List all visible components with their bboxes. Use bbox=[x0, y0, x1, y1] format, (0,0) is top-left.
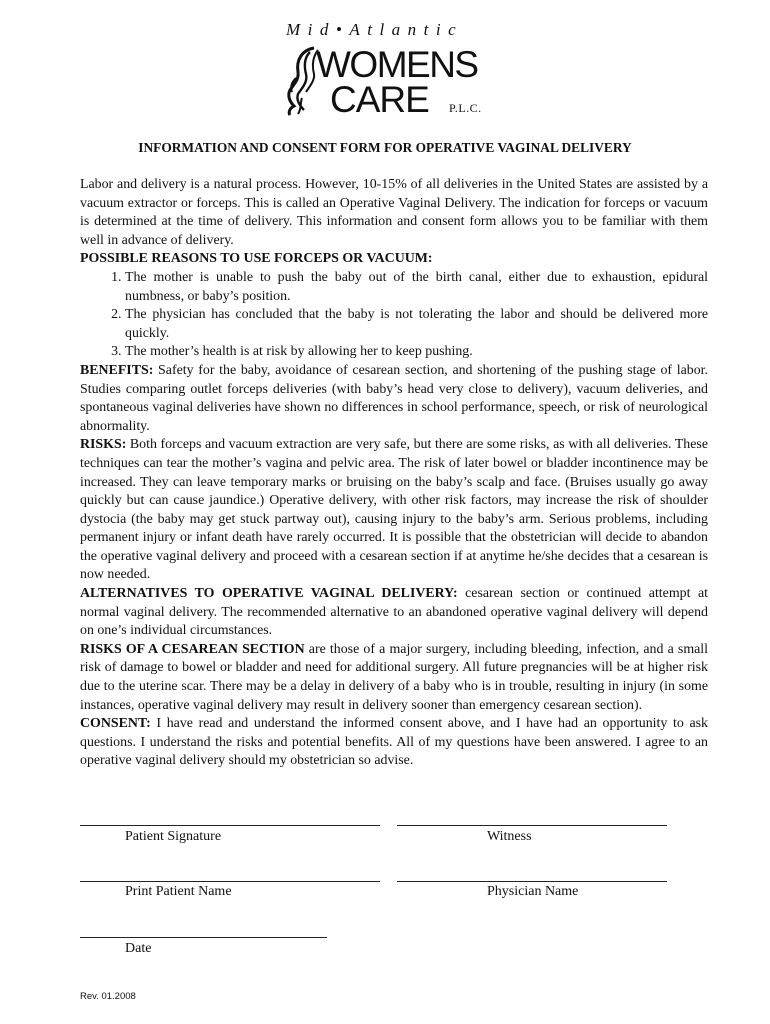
logo-line-care: CARE bbox=[330, 79, 429, 120]
print-patient-name-line[interactable] bbox=[80, 881, 380, 882]
form-body bbox=[80, 176, 708, 771]
consent-heading: CONSENT: bbox=[80, 716, 151, 732]
cesarean-risks-heading: RISKS OF A CESAREAN SECTION bbox=[80, 641, 305, 657]
reasons-list bbox=[80, 269, 708, 362]
date-line[interactable] bbox=[80, 937, 327, 938]
logo-line-womens: WOMENS bbox=[316, 44, 478, 85]
logo-line-mid-atlantic: Mid•Atlantic bbox=[286, 20, 464, 39]
cesarean-risks-text: are those of a major surgery, including bleeding, infection, and a small risk of damage to bowel or bladder and need for additional surgery. All future pregnancies will be at higher risk due to the uterine scar. There may be a delay in delivery of a baby who is in trouble, resulting in injury (in some instances, operative vaginal delivery may result in delivery sooner than emergency cesarean section). bbox=[80, 641, 709, 713]
list-item: 1. The mother is unable to push the baby out of the birth canal, either due to exhaustion, epidural numbness, or baby’s position. bbox=[125, 269, 708, 306]
benefits-section bbox=[80, 362, 708, 436]
risks-section bbox=[80, 436, 708, 585]
intro-paragraph: Labor and delivery is a natural process. However, 10-15% of all deliveries in the United States are assisted by a vacuum extractor or forceps. This is called an Operative Vaginal Delivery. The indication for forceps or vacuum is determined at the time of delivery. This information and consent form allows you to be familiar with them well in advance of delivery. bbox=[80, 177, 708, 248]
date-label: Date bbox=[125, 941, 152, 956]
benefits-text: Safety for the baby, avoidance of cesarean section, and shortening of the pushing stage of labor. Studies comparing outlet forceps deliveries (with baby’s head very close to delivery), vacuum deliveries, and spontaneous vaginal deliveries have shown no differences in school performance, speech, or risk of neurological abnormality. bbox=[80, 362, 708, 434]
reasons-section bbox=[80, 250, 708, 269]
revision-label: Rev. 01.2008 bbox=[80, 991, 136, 1002]
patient-signature-label: Patient Signature bbox=[125, 829, 222, 844]
physician-name-line[interactable] bbox=[397, 881, 667, 882]
witness-signature-line[interactable] bbox=[397, 825, 667, 826]
risks-text: Both forceps and vacuum extraction are very safe, but there are some risks, as with all deliveries. These techniques can tear the mother’s vagina and pelvic area. The risk of later bowel or bladder incontinence may be increased. They can leave temporary marks or bruising on the baby’s scalp and face. (Bruises usually go away quickly but can cause jaundice.) Operative delivery, with other risk factors, may increase the risk of shoulder dystocia (the baby may get stuck partway out), causing injury to the baby’s arm. Serious problems, including permanent injury or infant death have rarely occurred. It is possible that the obstetrician will decide to abandon the operative vaginal delivery and proceed with a cesarean section if at anytime he/she decides that a cesarean is now needed. bbox=[80, 437, 708, 583]
benefits-heading: BENEFITS: bbox=[80, 362, 154, 378]
mid-atlantic-womens-care-logo bbox=[282, 18, 522, 120]
list-item: 2. The physician has concluded that the baby is not tolerating the labor and should be delivered more quickly. bbox=[125, 306, 708, 343]
reasons-heading: POSSIBLE REASONS TO USE FORCEPS OR VACUUM: bbox=[80, 251, 433, 267]
logo-suffix-plc: P.L.C. bbox=[449, 101, 482, 115]
patient-signature-line[interactable] bbox=[80, 825, 380, 826]
witness-label: Witness bbox=[487, 829, 532, 844]
alternatives-heading: ALTERNATIVES TO OPERATIVE VAGINAL DELIVERY: bbox=[80, 586, 458, 602]
alternatives-section bbox=[80, 585, 708, 641]
consent-text: I have read and understand the informed consent above, and I have had an opportunity to ask questions. I understand the risks and potential benefits. All of my questions have been answered. I agree to an operative vaginal delivery should my obstetrician so advise. bbox=[80, 716, 708, 769]
print-patient-name-label: Print Patient Name bbox=[125, 884, 232, 899]
alternatives-text: cesarean section or continued attempt at normal vaginal delivery. The recommended alternative to an abandoned operative vaginal delivery will depend on one’s individual circumstances. bbox=[80, 586, 709, 639]
form-title: INFORMATION AND CONSENT FORM FOR OPERATIVE VAGINAL DELIVERY bbox=[138, 140, 632, 155]
cesarean-risks-section bbox=[80, 641, 708, 715]
risks-heading: RISKS: bbox=[80, 437, 127, 453]
list-item: 3. The mother’s health is at risk by allowing her to keep pushing. bbox=[125, 343, 708, 362]
physician-name-label: Physician Name bbox=[487, 884, 579, 899]
consent-section bbox=[80, 715, 708, 771]
